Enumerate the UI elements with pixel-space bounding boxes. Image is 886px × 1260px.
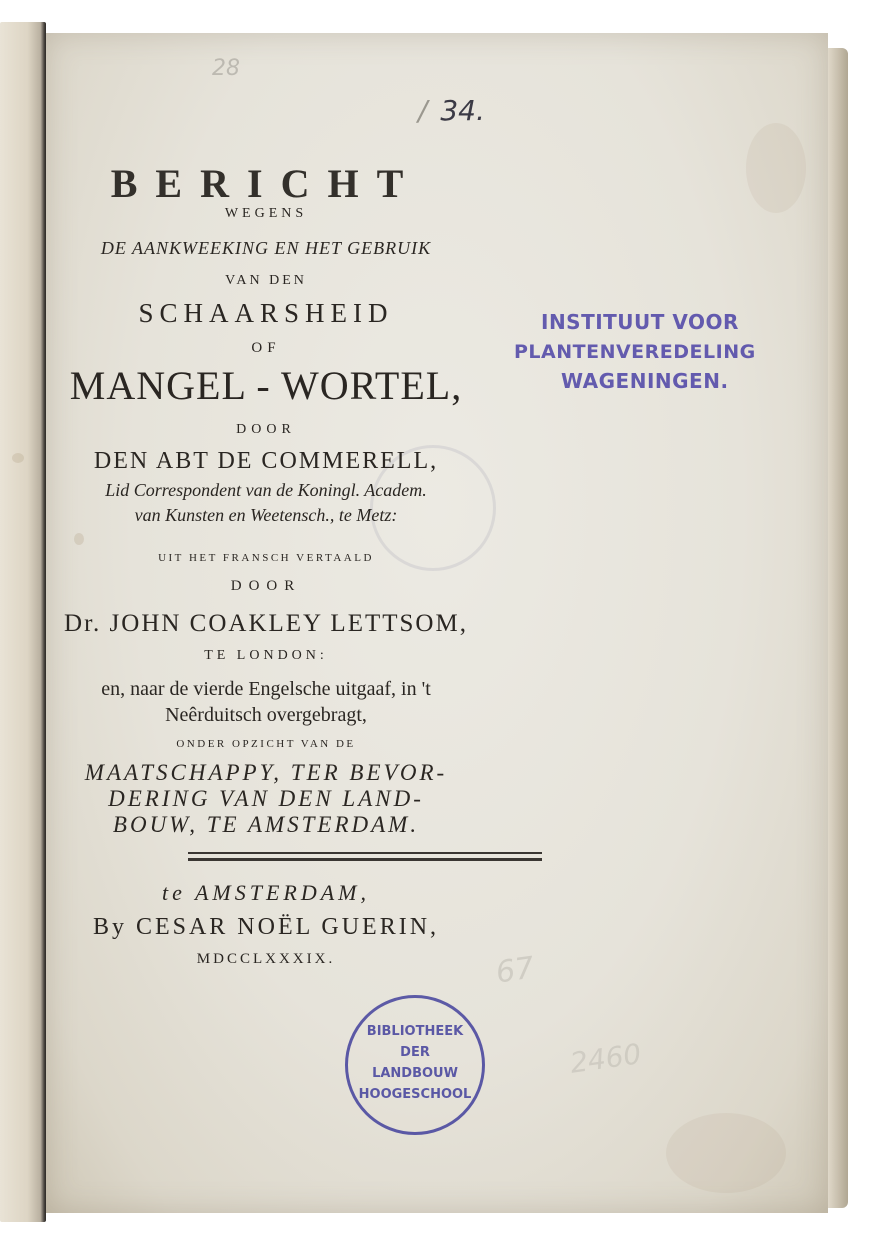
title-line-van-den: VAN DEN <box>225 273 307 288</box>
author-name: DEN ABT DE COMMERELL, <box>93 448 439 474</box>
translation-note: UIT HET FRANSCH VERTAALD <box>158 552 374 564</box>
foxing-spot <box>74 533 84 545</box>
supervision-note: ONDER OPZICHT VAN DE <box>176 738 356 750</box>
imprint-publisher: By CESAR NOËL GUERIN, <box>92 914 440 940</box>
foxing-spot <box>666 1113 786 1193</box>
library-stamp-line: BIBLIOTHEEK <box>366 1024 464 1039</box>
society-line-3: BOUW, TE AMSTERDAM. <box>112 812 420 837</box>
institute-stamp-line: INSTITUUT VOOR <box>541 310 739 334</box>
library-stamp-line: HOOGESCHOOL <box>358 1087 472 1102</box>
title-line-wegens: WEGENS <box>224 206 308 221</box>
imprint-year: MDCCLXXXIX. <box>196 951 336 967</box>
society-line-2: DERING VAN DEN LAND- <box>108 786 424 811</box>
pencil-note: 28 <box>212 56 240 81</box>
title-line-mangel-wortel: MANGEL - WORTEL, <box>69 363 463 408</box>
imprint-city: te AMSTERDAM, <box>161 880 370 905</box>
library-stamp <box>345 995 485 1135</box>
library-stamp-line: LANDBOUW <box>372 1066 458 1081</box>
edition-note-2: Neêrduitsch overgebragt, <box>165 704 367 726</box>
author-affiliation-2: van Kunsten en Weetensch., te Metz: <box>134 505 398 525</box>
title: BERICHT <box>110 161 422 206</box>
translator-place: TE LONDON: <box>204 648 328 663</box>
pencil-page-number: / 34. <box>418 94 485 127</box>
pencil-page-number-text: 34. <box>440 94 485 127</box>
translator-name: Dr. JOHN COAKLEY LETTSOM, <box>64 610 468 637</box>
institute-stamp-line: PLANTENVEREDELING <box>514 341 756 363</box>
translator-door: DOOR <box>230 578 302 594</box>
society-line-1: MAATSCHAPPY, TER BEVOR- <box>84 760 448 785</box>
institute-stamp-line: WAGENINGEN. <box>561 369 729 393</box>
title-line-of: OF <box>251 340 281 356</box>
ornamental-rule <box>188 852 542 861</box>
byline-door: DOOR <box>236 422 296 437</box>
title-line-schaarsheid: SCHAARSHEID <box>138 298 394 328</box>
edition-note: en, naar de vierde Engelsche uitgaaf, in 't <box>101 678 431 700</box>
author-affiliation-1: Lid Correspondent van de Koningl. Academ. <box>105 480 427 500</box>
pencil-note: 2460 <box>568 1037 644 1080</box>
title-line-subject: DE AANKWEEKING EN HET GEBRUIK <box>100 238 432 258</box>
library-stamp-line: DER <box>400 1045 430 1060</box>
pencil-note: 67 <box>493 950 537 991</box>
